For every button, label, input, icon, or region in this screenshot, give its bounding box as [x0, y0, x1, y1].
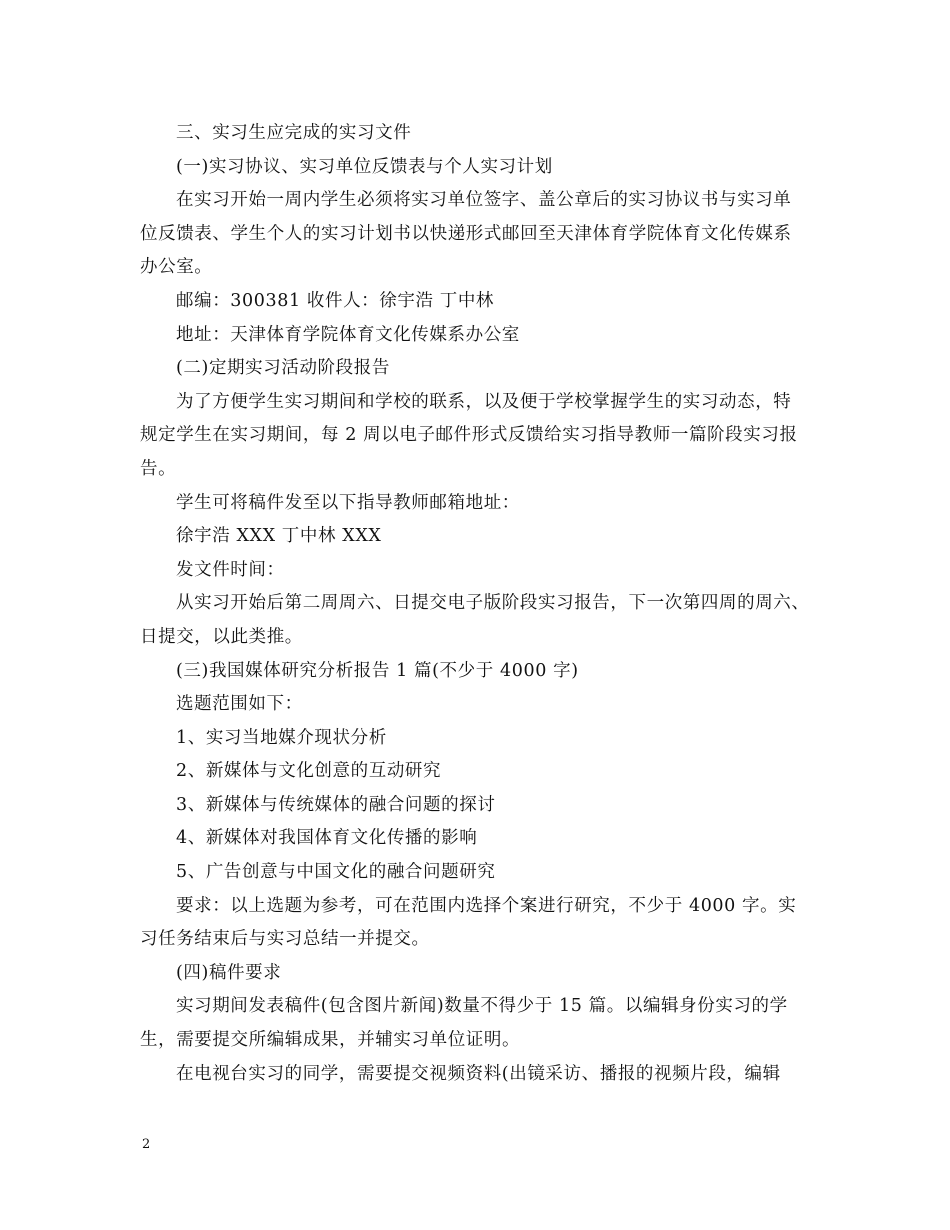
paragraph-line: 位反馈表、学生个人的实习计划书以快递形式邮回至天津体育学院体育文化传媒系	[140, 223, 792, 244]
paragraph-line: 在电视台实习的同学，需要提交视频资料(出镜采访、播报的视频片段，编辑	[176, 1063, 781, 1084]
paragraph-line: 生，需要提交所编辑成果，并辅实习单位证明。	[140, 1030, 521, 1051]
paragraph-line: 为了方便学生实习期间和学校的联系，以及便于学校掌握学生的实习动态，特	[176, 391, 792, 412]
paragraph-line: 习任务结束后与实习总结一并提交。	[140, 929, 430, 950]
paragraph-line: 在实习开始一周内学生必须将实习单位签字、盖公章后的实习协议书与实习单	[176, 190, 792, 211]
address-line: 地址：天津体育学院体育文化传媒系办公室	[176, 324, 520, 345]
paragraph-line: 发文件时间：	[176, 559, 285, 580]
subsection-heading: (一)实习协议、实习单位反馈表与个人实习计划	[176, 156, 553, 177]
paragraph-line: 选题范围如下：	[176, 694, 303, 715]
list-item: 5、广告创意与中国文化的融合问题研究	[176, 862, 496, 883]
list-item: 1、实习当地媒介现状分析	[176, 727, 387, 748]
subsection-heading: (四)稿件要求	[176, 962, 282, 983]
document-body	[140, 117, 822, 1091]
paragraph-line: 办公室。	[140, 257, 213, 278]
list-item: 2、新媒体与文化创意的互动研究	[176, 761, 442, 782]
paragraph-line: 要求：以上选题为参考，可在范围内选择个案进行研究，不少于 4000 字。实	[176, 895, 797, 916]
postal-info-line: 邮编：300381 收件人：徐宇浩 丁中林	[176, 290, 495, 311]
subsection-heading: (三)我国媒体研究分析报告 1 篇(不少于 4000 字)	[176, 660, 579, 681]
list-item: 4、新媒体对我国体育文化传播的影响	[176, 828, 478, 849]
paragraph-line: 规定学生在实习期间，每 2 周以电子邮件形式反馈给实习指导教师一篇阶段实习报	[140, 425, 798, 446]
paragraph-line: 实习期间发表稿件(包含图片新闻)数量不得少于 15 篇。以编辑身份实习的学	[176, 996, 788, 1017]
paragraph-line: 日提交，以此类推。	[140, 626, 303, 647]
paragraph-line: 告。	[140, 458, 177, 479]
paragraph-line: 学生可将稿件发至以下指导教师邮箱地址：	[176, 492, 520, 513]
section-heading: 三、实习生应完成的实习文件	[176, 123, 412, 143]
email-contacts-line: 徐宇浩 XXX 丁中林 XXX	[176, 526, 382, 547]
page-number: 2	[142, 1137, 151, 1152]
subsection-heading: (二)定期实习活动阶段报告	[176, 358, 390, 379]
paragraph-line: 从实习开始后第二周周六、日提交电子版阶段实习报告，下一次第四周的周六、	[176, 593, 810, 614]
list-item: 3、新媒体与传统媒体的融合问题的探讨	[176, 794, 496, 815]
